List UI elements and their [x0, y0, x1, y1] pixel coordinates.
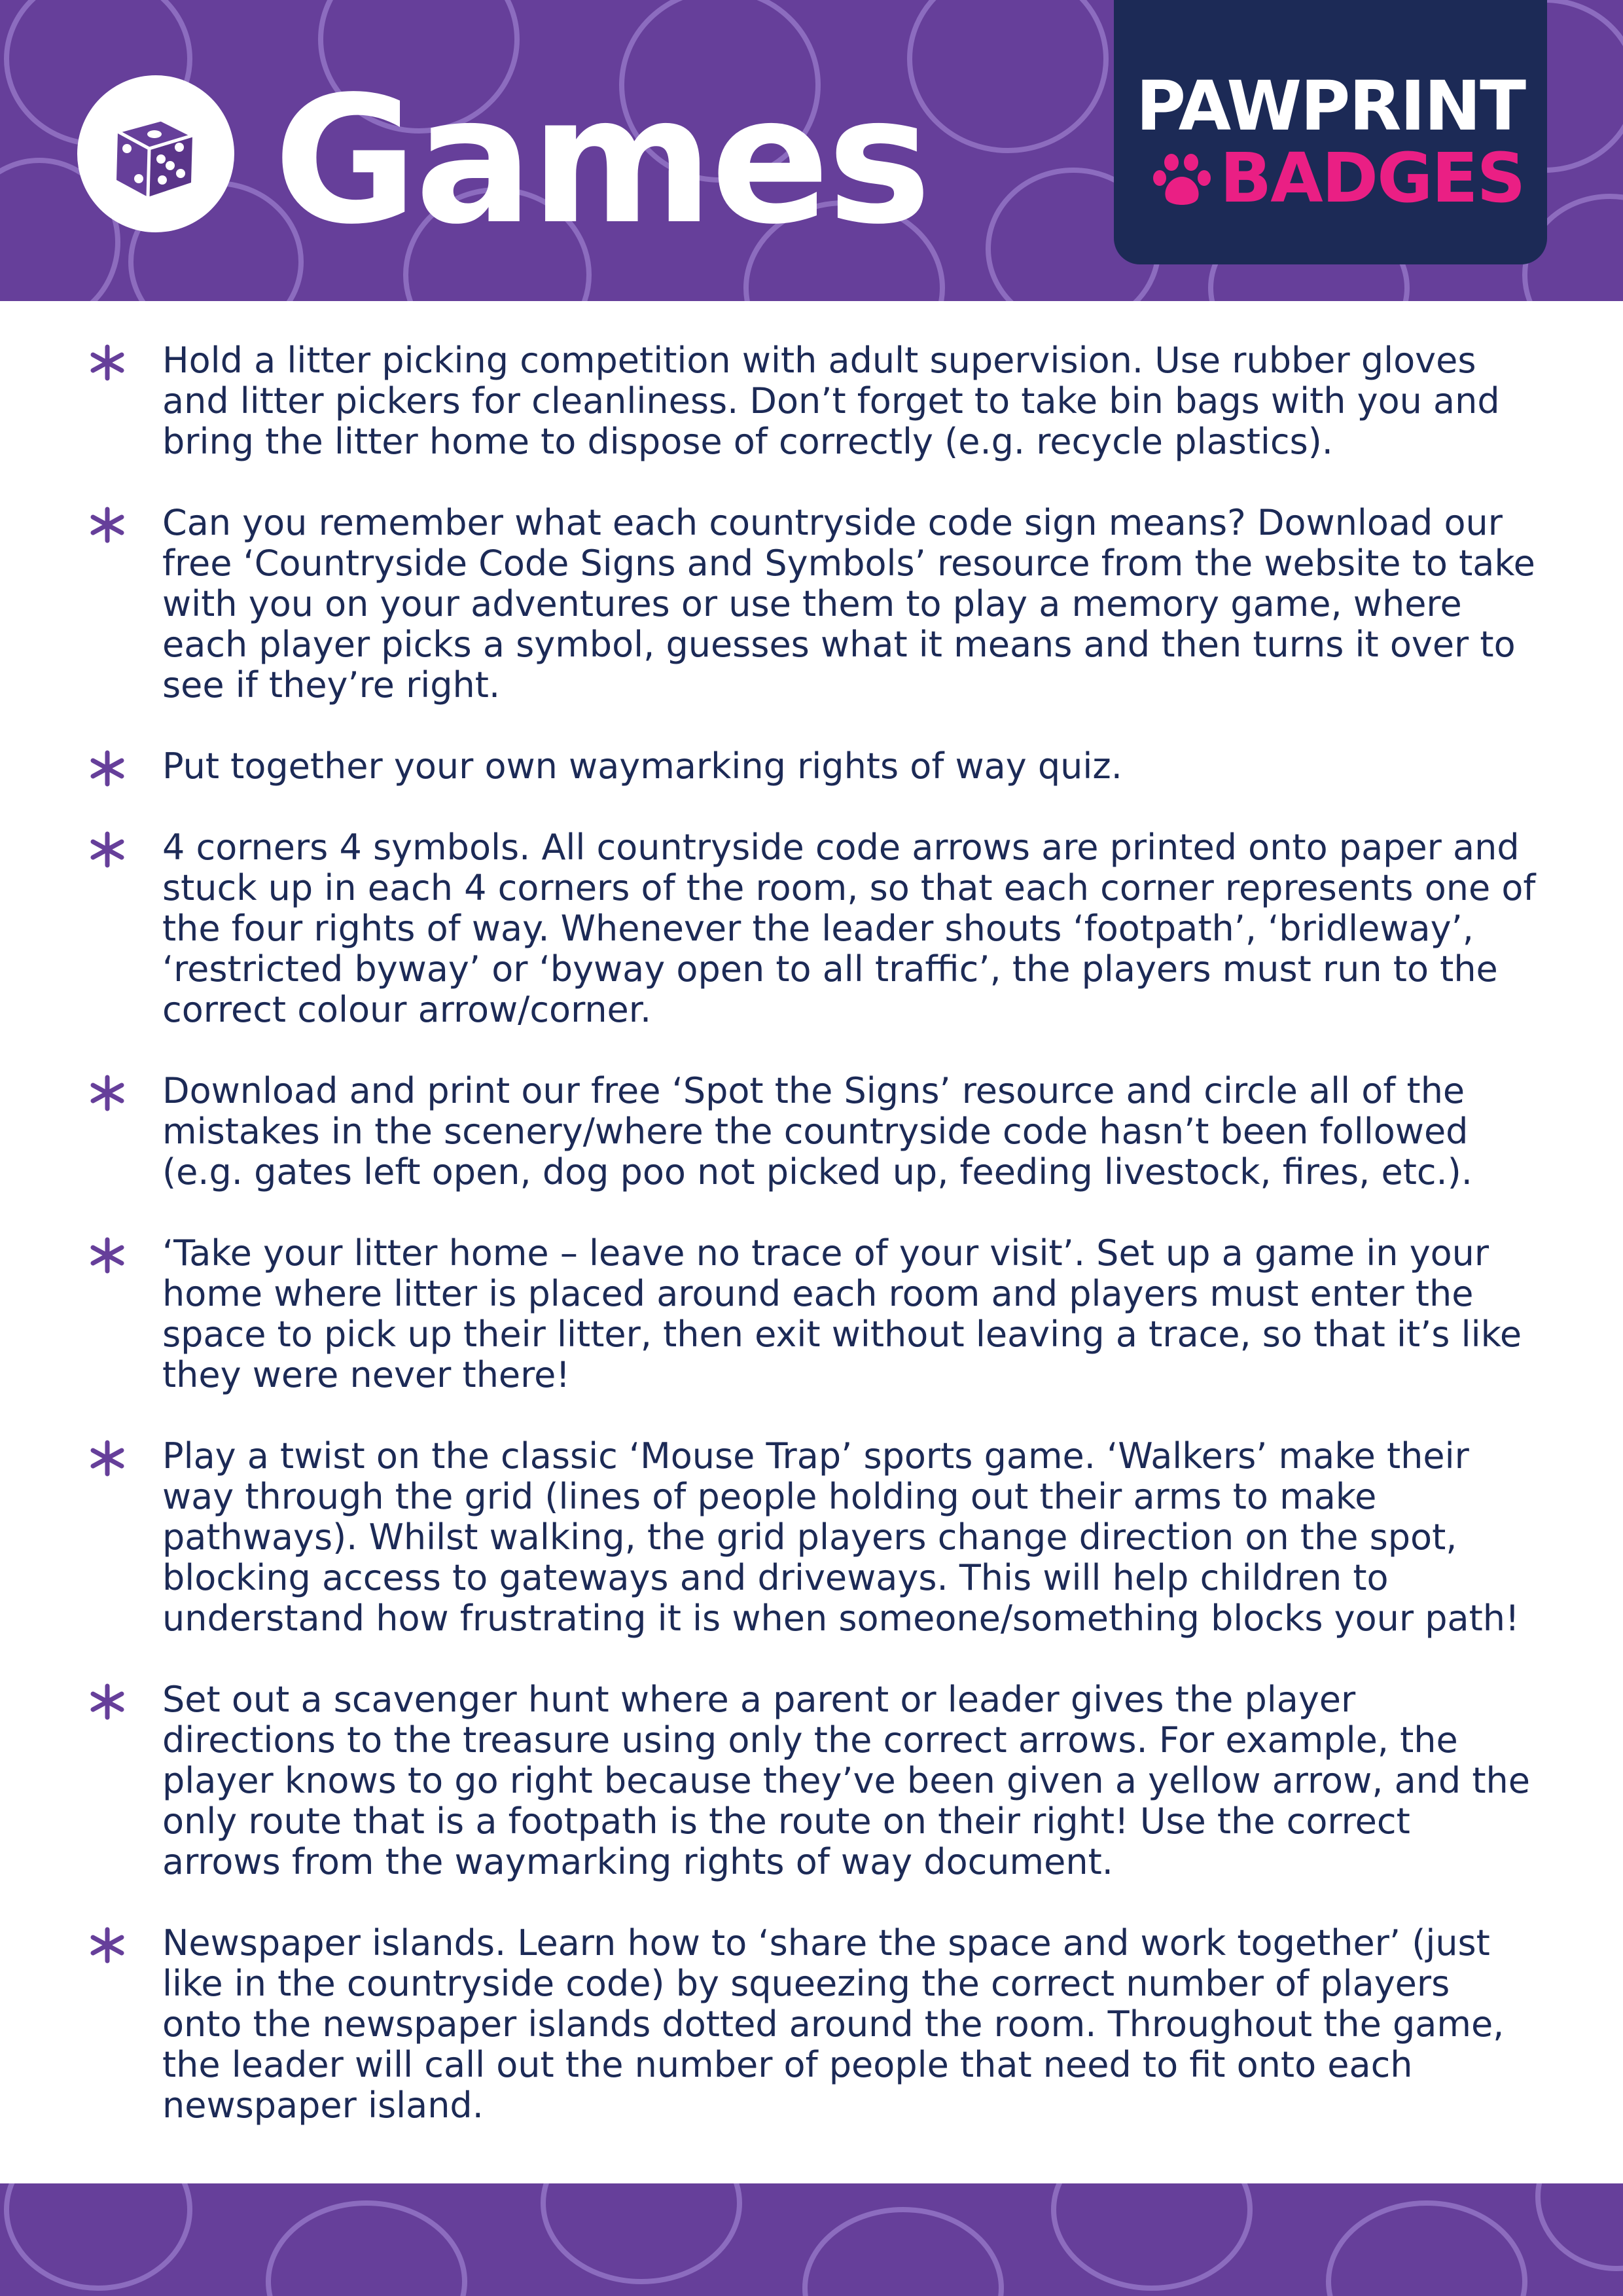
list-item-text: Download and print our free ‘Spot the Signs’ resource and circle all of the mistakes in the scenery/where the countryside code hasn’t been followed (e.g. gates left open, dog poo not picked up, feeding livestock, fires, etc.). — [162, 1070, 1472, 1193]
star-asterisk-icon — [88, 1439, 127, 1478]
star-asterisk-icon — [88, 343, 127, 382]
list-item — [0, 1679, 1537, 1882]
dice-badge — [77, 75, 234, 232]
games-list — [0, 340, 1623, 2166]
list-item — [0, 1071, 1537, 1193]
star-asterisk-icon — [88, 1926, 127, 1965]
star-asterisk-icon — [88, 1073, 127, 1113]
list-item — [0, 1436, 1537, 1639]
circle-pattern-decoration — [0, 2183, 1623, 2296]
list-item-text: Put together your own waymarking rights of way quiz. — [162, 745, 1122, 787]
list-item-text: 4 corners 4 symbols. All countryside code arrows are printed onto paper and stuck up in each 4 corners of the room, so that each corner represents one of the four rights of way. Whenever the leader shouts ‘footpath’, ‘bridleway’, ‘restricted byway’ or ‘byway open to all traffic’, the players must run to the correct colour arrow/corner. — [162, 827, 1536, 1030]
star-asterisk-icon — [88, 830, 127, 869]
star-asterisk-icon — [88, 1682, 127, 1721]
list-item — [0, 827, 1537, 1030]
list-item-text: Hold a litter picking competition with adult supervision. Use rubber gloves and litter pickers for cleanliness. Don’t forget to take bin bags with you and bring the litter home to dispose of correctly (e.g. recycle plastics). — [162, 340, 1500, 462]
list-item — [0, 1923, 1537, 2126]
dice-icon — [77, 75, 234, 232]
list-item-text: Can you remember what each countryside code sign means? Download our free ‘Countryside Code Signs and Symbols’ resource from the website to take with you on your adventures or use them to play a memory game, where each player picks a symbol, guesses what it means and then turns it over to see if they’re right. — [162, 502, 1535, 706]
page-footer — [0, 2183, 1623, 2296]
list-item — [0, 503, 1537, 706]
page-header — [0, 0, 1623, 301]
paw-icon — [1152, 147, 1215, 209]
list-item-text: Newspaper islands. Learn how to ‘share the space and work together’ (just like in the countryside code) by squeezing the correct number of players onto the newspaper islands dotted around the room. Throughout the game, the leader will call out the number of people that need to fit onto each newspaper island. — [162, 1922, 1505, 2126]
star-asterisk-icon — [88, 1236, 127, 1275]
page-title: Games — [274, 59, 929, 263]
list-item-text: Set out a scavenger hunt where a parent or leader gives the player directions to the treasure using only the correct arrows. For example, the player knows to go right because they’ve been given a yellow arrow, and the only route that is a footpath is the route on their right! Use the correct arrows from the waymarking rights of way document. — [162, 1679, 1530, 1882]
list-item — [0, 746, 1537, 787]
star-asterisk-icon — [88, 749, 127, 788]
list-item-text: Play a twist on the classic ‘Mouse Trap’ sports game. ‘Walkers’ make their way through the grid (lines of people holding out their arms to make pathways). Whilst walking, the grid players change direction on the spot, blocking access to gateways and driveways. This will help children to understand how frustrating it is when someone/something blocks your path! — [162, 1435, 1520, 1639]
brand-name-line2: BADGES — [1220, 138, 1525, 218]
brand-logo — [1114, 0, 1547, 264]
list-item — [0, 340, 1537, 462]
star-asterisk-icon — [88, 505, 127, 545]
list-item-text: ‘Take your litter home – leave no trace of your visit’. Set up a game in your home where litter is placed around each room and players must enter the space to pick up their litter, then exit without leaving a trace, so that it’s like they were never there! — [162, 1232, 1522, 1395]
list-item — [0, 1233, 1537, 1395]
brand-name-line2-group — [1152, 139, 1531, 217]
brand-name-line1: PAWPRINT — [1135, 66, 1525, 146]
